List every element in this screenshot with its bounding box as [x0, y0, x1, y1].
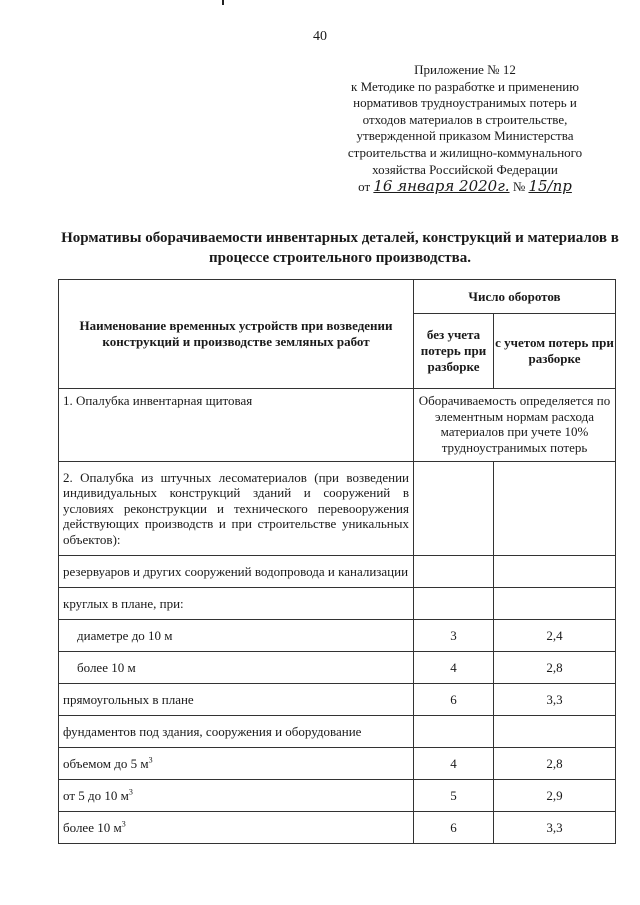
header-group-cell: Число оборотов: [414, 280, 616, 314]
row-value-col2: 2,8: [494, 748, 616, 780]
row-value-col1: 6: [414, 812, 494, 844]
row-value-col1: 3: [414, 620, 494, 652]
row-name: диаметре до 10 м: [59, 620, 414, 652]
unit-superscript: 3: [128, 787, 133, 797]
row-cell-empty: [494, 716, 616, 748]
date-prefix: от: [358, 179, 371, 195]
appendix-line: нормативов трудноустранимых потерь и: [353, 95, 577, 111]
header-col2-cell: с учетом потерь при разборке: [494, 314, 616, 389]
table-row: [59, 716, 616, 748]
header-name-cell: Наименование временных устройств при возведении конструкций и производстве земляных работ: [59, 280, 414, 389]
table-row: [59, 748, 616, 780]
row-name: 1. Опалубка инвентарная щитовая: [59, 389, 414, 462]
document-title: Нормативы оборачиваемости инвентарных деталей, конструкций и материалов в процессе строительного производства.: [61, 230, 619, 266]
row-name: резервуаров и других сооружений водопровода и канализации: [59, 556, 414, 588]
page-number: 40: [313, 29, 327, 44]
table-row: [59, 812, 616, 844]
appendix-line: утвержденной приказом Министерства: [356, 128, 574, 144]
row-cell-empty: [414, 556, 494, 588]
row-value-col1: 4: [414, 652, 494, 684]
row-cell-empty: [494, 462, 616, 556]
appendix-line: к Методике по разработке и применению: [351, 78, 579, 94]
row-cell-empty: [414, 588, 494, 620]
row-name: [59, 780, 414, 812]
appendix-line: строительства и жилищно-коммунального: [347, 144, 583, 160]
row-value-col2: 2,4: [494, 620, 616, 652]
row-name: круглых в плане, при:: [59, 588, 414, 620]
appendix-line: хозяйства Российской Федерации: [372, 161, 558, 177]
row-name: 2. Опалубка из штучных лесоматериалов (при возведении индивидуальных конструкций зданий и сооружений в условиях реконструкции и технического перевооружения действующих производств и при строительстве уникальных объектов):: [59, 462, 414, 556]
table-row: [59, 780, 616, 812]
row-note: Оборачиваемость определяется по элементным нормам расхода материалов при учете 10% трудноустранимых потерь: [414, 389, 616, 462]
row-value-col1: 4: [414, 748, 494, 780]
row-value-col2: 3,3: [494, 812, 616, 844]
appendix-line: отходов материалов в строительстве,: [362, 111, 568, 127]
appendix-line: Приложение № 12: [414, 62, 516, 77]
header-col1-cell: без учета потерь при разборке: [414, 314, 494, 389]
row-cell-empty: [414, 462, 494, 556]
row-cell-empty: [414, 716, 494, 748]
table-row: [59, 588, 616, 620]
table-row: [59, 389, 616, 462]
scan-mark: [222, 0, 224, 5]
row-cell-empty: [494, 588, 616, 620]
row-name-text: от 5 до 10 м: [63, 787, 129, 803]
row-name-text: более 10 м: [63, 819, 122, 835]
table-row: [59, 620, 616, 652]
row-name: фундаментов под здания, сооружения и оборудование: [59, 716, 414, 748]
table-row: [59, 652, 616, 684]
row-value-col2: 2,9: [494, 780, 616, 812]
number-prefix: №: [512, 179, 526, 195]
table-row: [59, 556, 616, 588]
handwritten-number: 15/пр: [528, 177, 572, 196]
row-name: прямоугольных в плане: [59, 684, 414, 716]
appendix-block: [334, 62, 596, 196]
row-value-col2: 3,3: [494, 684, 616, 716]
table-row: [59, 462, 616, 556]
row-name-text: объемом до 5 м: [63, 755, 149, 771]
norms-table: [58, 279, 616, 844]
row-name: более 10 м: [59, 652, 414, 684]
table-row: [59, 684, 616, 716]
row-name: [59, 748, 414, 780]
table-header-row: [59, 280, 616, 314]
handwritten-date: 16 января 2020г.: [373, 177, 510, 196]
row-value-col1: 6: [414, 684, 494, 716]
row-cell-empty: [494, 556, 616, 588]
row-value-col1: 5: [414, 780, 494, 812]
row-name: [59, 812, 414, 844]
appendix-date-line: [334, 178, 596, 196]
unit-superscript: 3: [121, 819, 126, 829]
unit-superscript: 3: [148, 755, 153, 765]
row-value-col2: 2,8: [494, 652, 616, 684]
